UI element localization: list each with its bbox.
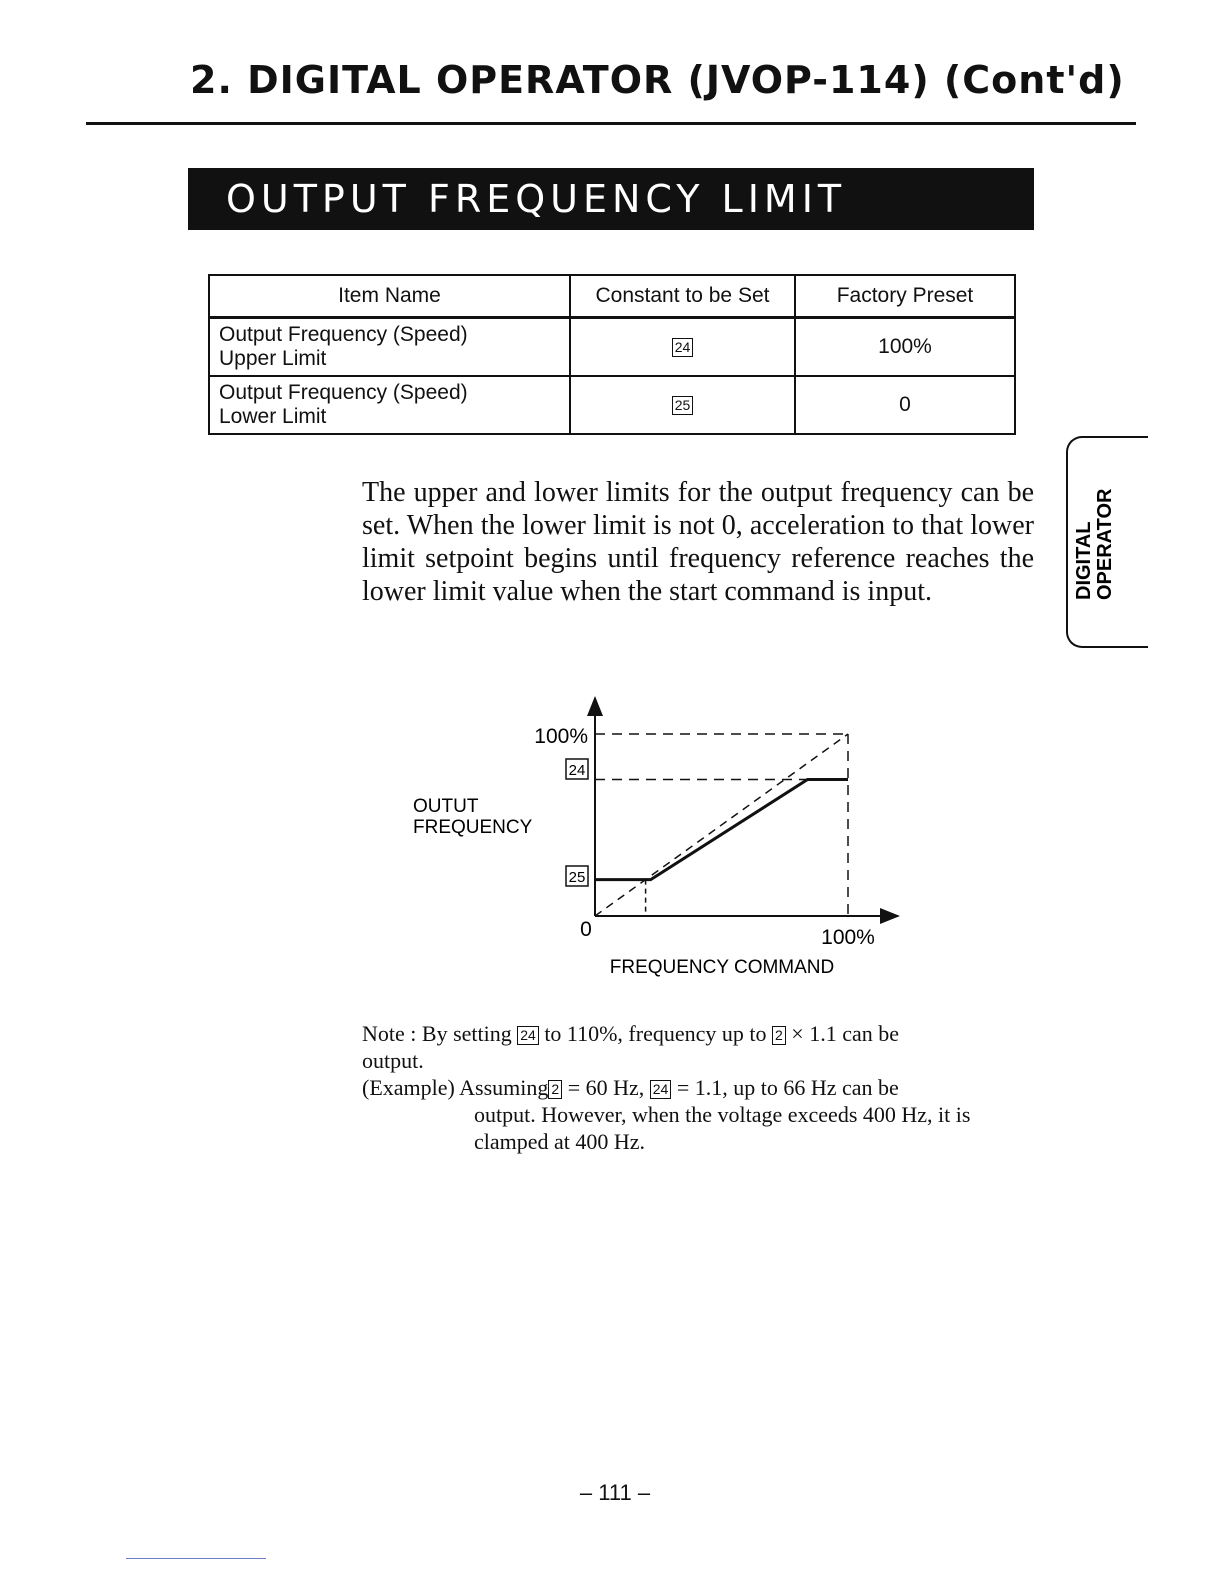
y-tick-lower-limit: 25 xyxy=(568,869,586,886)
footer-rule xyxy=(126,1558,266,1559)
item-name-line: Upper Limit xyxy=(219,347,327,370)
section-banner-title: OUTPUT FREQUENCY LIMIT xyxy=(226,177,847,221)
column-header-constant: Constant to be Set xyxy=(570,275,795,318)
constant-number-box: 2 xyxy=(548,1080,562,1099)
side-tab-line1: DIGITAL xyxy=(1073,521,1095,600)
description-paragraph: The upper and lower limits for the output frequency can be set. When the lower limit is not 0, acceleration to that lower limit setpoint begins until frequency reference reaches the lower limit value when the start command is input. xyxy=(362,477,1034,607)
example-text: = 60 Hz, xyxy=(567,1075,645,1100)
note-text: to 110%, frequency up to xyxy=(544,1021,767,1046)
item-name-line: Output Frequency (Speed) xyxy=(219,381,468,404)
example-text: Assuming xyxy=(459,1075,549,1100)
header-rule xyxy=(86,122,1136,125)
table-row xyxy=(209,376,1015,434)
example-text: = 1.1, up to 66 Hz can be xyxy=(676,1075,899,1100)
note-block xyxy=(362,1020,1038,1155)
item-name-cell xyxy=(209,376,570,434)
y-axis-label-line2: FREQUENCY xyxy=(413,817,533,838)
column-header-item-name: Item Name xyxy=(209,275,570,318)
note-label: Note : xyxy=(362,1021,417,1046)
x-axis-label: FREQUENCY COMMAND xyxy=(609,957,835,978)
frequency-limit-chart xyxy=(400,690,920,990)
column-header-factory-preset: Factory Preset xyxy=(795,275,1015,318)
note-line xyxy=(362,1020,1038,1047)
limited-output-line xyxy=(595,780,848,880)
constant-cell xyxy=(570,376,795,434)
example-line: clamped at 400 Hz. xyxy=(474,1129,646,1154)
example-line xyxy=(362,1074,1038,1101)
unlimited-reference-line xyxy=(595,734,848,916)
x-tick-100-percent: 100% xyxy=(821,926,875,949)
item-name-line: Lower Limit xyxy=(219,405,327,428)
side-tab-line2: OPERATOR xyxy=(1094,488,1116,600)
constant-number-box: 24 xyxy=(517,1026,539,1045)
page-header-title: 2. DIGITAL OPERATOR (JVOP-114) (Cont'd) xyxy=(190,58,1125,102)
example-line: output. However, when the voltage exceeds 400 Hz, it is xyxy=(474,1102,971,1127)
item-name-cell xyxy=(209,318,570,377)
preset-cell: 0 xyxy=(795,376,1015,434)
constant-number-box: 2 xyxy=(772,1026,786,1045)
note-text: × 1.1 can be xyxy=(791,1021,899,1046)
constant-number-box: 24 xyxy=(672,338,694,357)
origin-label: 0 xyxy=(580,918,592,941)
table-header-row xyxy=(209,275,1015,318)
page-number: – 111 – xyxy=(579,1480,651,1505)
item-name-line: Output Frequency (Speed) xyxy=(219,323,468,346)
preset-cell: 100% xyxy=(795,318,1015,377)
table-row xyxy=(209,318,1015,377)
note-text: By setting xyxy=(421,1021,512,1046)
y-tick-100-percent: 100% xyxy=(534,725,588,748)
constant-number-box: 25 xyxy=(672,396,694,415)
y-axis-label-line1: OUTUT xyxy=(413,796,479,817)
example-label: (Example) xyxy=(362,1075,455,1100)
constant-number-box: 24 xyxy=(650,1080,672,1099)
parameter-table xyxy=(208,274,1016,435)
y-tick-upper-limit: 24 xyxy=(568,762,586,779)
constant-cell xyxy=(570,318,795,377)
note-line: output. xyxy=(362,1048,424,1073)
side-tab-label xyxy=(1068,476,1128,600)
